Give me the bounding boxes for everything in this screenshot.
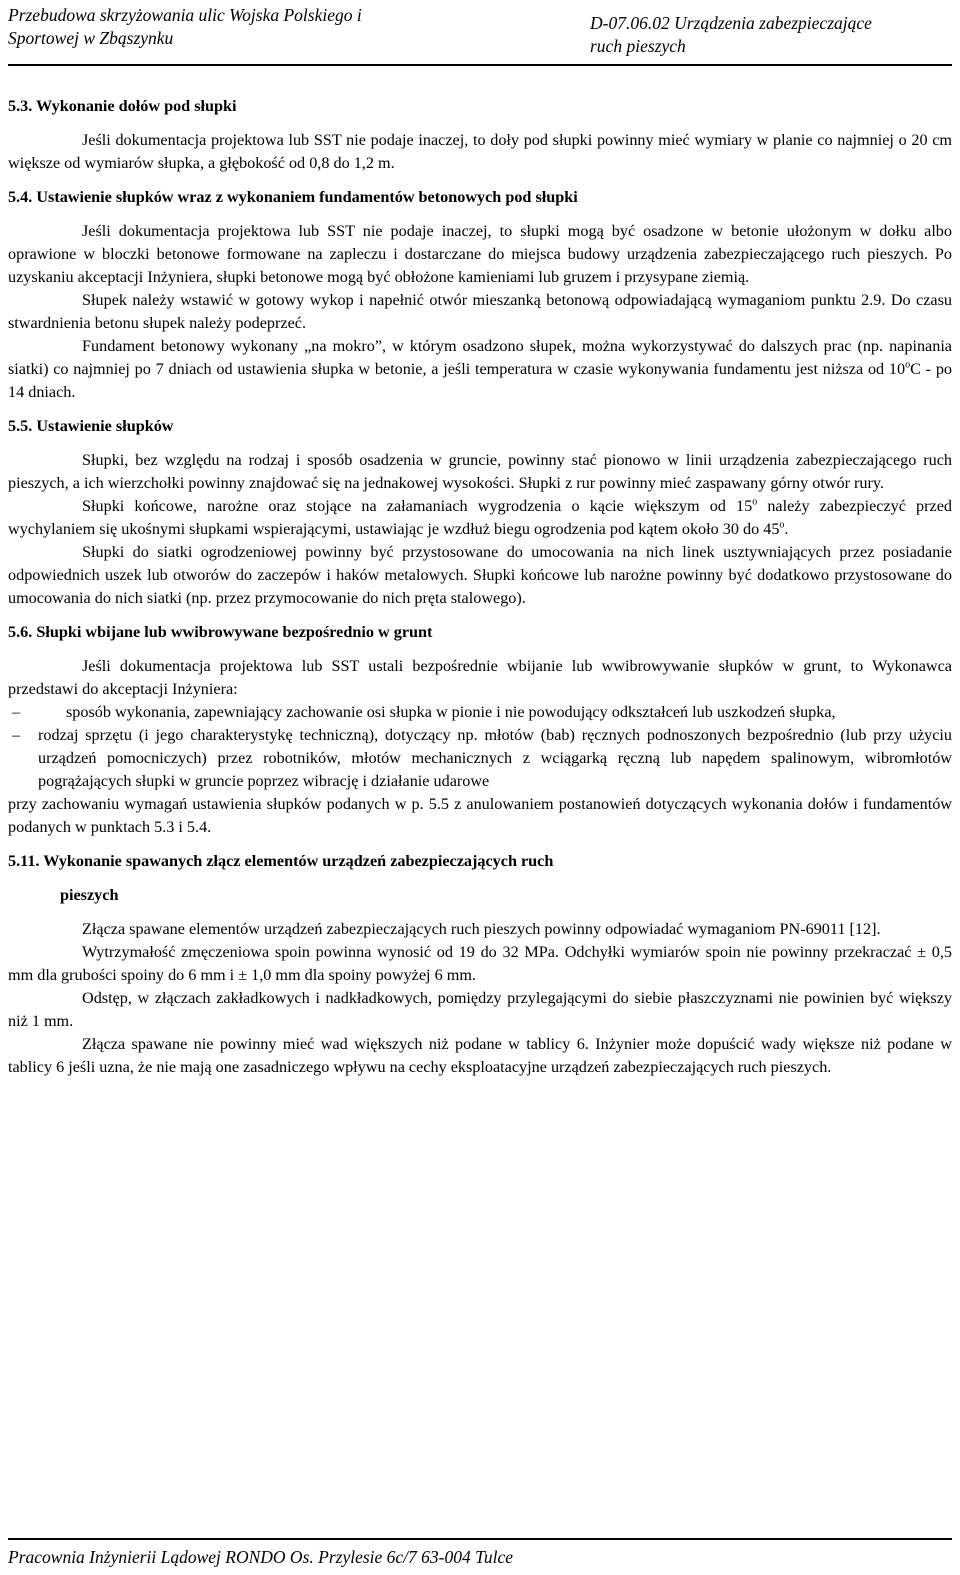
section-5-4-paragraph-2: Słupek należy wstawić w gotowy wykop i napełnić otwór mieszanką betonową odpowiadającą wymaganiom punktu 2.9. Do czasu stwardnienia betonu słupek należy podeprzeć. <box>8 291 952 332</box>
header-spec-code <box>590 12 872 58</box>
dash-bullet-icon: – <box>12 703 21 721</box>
section-5-5-paragraph-1: Słupki, bez względu na rodzaj i sposób osadzenia w gruncie, powinny stać pionowo w linii urządzenia zabezpieczającego ruch pieszych, a ich wierzchołki powinny znajdować się na jednakowej wysokości. Słupki z rur powinny mieć zaspawany górny otwór rury. <box>8 451 952 492</box>
page-header <box>8 4 952 66</box>
section-5-6-list <box>8 701 952 793</box>
header-project-line-1: Przebudowa skrzyżowania ulic Wojska Polskiego i <box>8 5 362 25</box>
section-5-6-paragraph-1: Jeśli dokumentacja projektowa lub SST ustali bezpośrednie wbijanie lub wwibrowywanie słupków w grunt, to Wykonawca przedstawi do akceptacji Inżyniera: <box>8 657 952 698</box>
section-5-3-paragraph: Jeśli dokumentacja projektowa lub SST nie podaje inaczej, to doły pod słupki powinny mieć wymiary w planie co najmniej o 20 cm większe od wymiarów słupka, a głębokość od 0,8 do 1,2 m. <box>8 131 952 172</box>
page-footer: Pracownia Inżynierii Lądowej RONDO Os. Przylesie 6c/7 63-004 Tulce <box>8 1538 952 1568</box>
list-item: – sposób wykonania, zapewniający zachowanie osi słupka w pionie i nie powodujący odkształceń lub uszkodzeń słupka, <box>8 701 952 724</box>
dash-bullet-icon: – <box>12 726 21 744</box>
section-5-5-heading: 5.5. Ustawienie słupków <box>8 417 174 435</box>
section-5-5-paragraph-2: Słupki końcowe, narożne oraz stojące na załamaniach wygrodzenia o kącie większym od 15$^o$ należy zabezpieczyć przed wychylaniem się ukośnymi słupkami wspierającymi, ustawiając je wzdłuż biegu ogrodzenia pod kątem około 30 do 45$^o$. <box>8 496 952 538</box>
header-spec-line-1: D-07.06.02 Urządzenia zabezpieczające <box>590 13 872 33</box>
header-spec-line-2: ruch pieszych <box>590 36 686 56</box>
section-5-6-paragraph-2: przy zachowaniu wymagań ustawienia słupków podanych w p. 5.5 z anulowaniem postanowień dotyczących wykonania dołów i fundamentów podanych w punktach 5.3 i 5.4. <box>8 795 952 836</box>
document-body <box>8 95 952 1079</box>
list-item: – rodzaj sprzętu (i jego charakterystykę techniczną), dotyczący np. młotów (bab) ręcznych podnoszonych bezpośrednio (lub przy użyciu urządzeń pomocniczych) przez robotników, młotów mechanicznych z wciągarką ręczną lub napędem spalinowym, wibromłotów pogrążających słupki w gruncie poprzez wibrację i działanie udarowe <box>12 726 952 790</box>
section-5-3-heading: 5.3. Wykonanie dołów pod słupki <box>8 97 237 115</box>
section-5-11-heading-line-2: pieszych <box>60 886 119 904</box>
section-5-11-paragraph-4: Złącza spawane nie powinny mieć wad większych niż podane w tablicy 6. Inżynier może dopuścić wady większe niż podane w tablicy 6 jeśli uzna, że nie mają one zasadniczego wpływu na cechy eksploatacyjne urządzeń zabezpieczających ruch pieszych. <box>8 1035 952 1076</box>
section-5-11-paragraph-3: Odstęp, w złączach zakładkowych i nadkładkowych, pomiędzy przylegającymi do siebie płaszczyznami nie powinien być większy niż 1 mm. <box>8 989 952 1030</box>
header-project-title <box>8 4 362 50</box>
section-5-5-paragraph-3: Słupki do siatki ogrodzeniowej powinny być przystosowane do umocowania na nich linek usztywniających przez posiadanie odpowiednich uszek lub otworów do zaczepów i haków metalowych. Słupki końcowe lub narożne powinny być dodatkowo przystosowane do umocowania do nich siatki (np. przez przymocowanie do nich pręta stalowego). <box>8 543 952 607</box>
section-5-4-paragraph-1: Jeśli dokumentacja projektowa lub SST nie podaje inaczej, to słupki mogą być osadzone w betonie ułożonym w dołku albo oprawione w bloczki betonowe formowane na zapleczu i dostarczane do miejsca budowy urządzenia zabezpieczającego ruch pieszych. Po uzyskaniu akceptacji Inżyniera, słupki betonowe mogą być obłożone kamieniami lub gruzem i przysypane ziemią. <box>8 222 952 286</box>
section-5-11-paragraph-1: Złącza spawane elementów urządzeń zabezpieczających ruch pieszych powinny odpowiadać wymaganiom PN-69011 [12]. <box>82 920 881 938</box>
section-5-11-heading-line-1: 5.11. Wykonanie spawanych złącz elementów urządzeń zabezpieczających ruch <box>8 852 554 870</box>
section-5-4-paragraph-3: Fundament betonowy wykonany „na mokro”, w którym osadzono słupek, można wykorzystywać do dalszych prac (np. napinania siatki) co najmniej po 7 dniach od ustawienia słupka w betonie, a jeśli temperatura w czasie wykonywania fundamentu jest niższa od 10$^o$C - po 14 dniach. <box>8 337 953 401</box>
section-5-11-paragraph-2: Wytrzymałość zmęczeniowa spoin powinna wynosić od 19 do 32 MPa. Odchyłki wymiarów spoin nie powinny przekraczać ± 0,5 mm dla grubości spoiny do 6 mm i ± 1,0 mm dla spoiny powyżej 6 mm. <box>8 943 952 984</box>
section-5-6-heading: 5.6. Słupki wbijane lub wwibrowywane bezpośrednio w grunt <box>8 623 433 641</box>
header-project-line-2: Sportowej w Zbąszynku <box>8 28 174 48</box>
section-5-4-heading: 5.4. Ustawienie słupków wraz z wykonaniem fundamentów betonowych pod słupki <box>8 188 578 206</box>
